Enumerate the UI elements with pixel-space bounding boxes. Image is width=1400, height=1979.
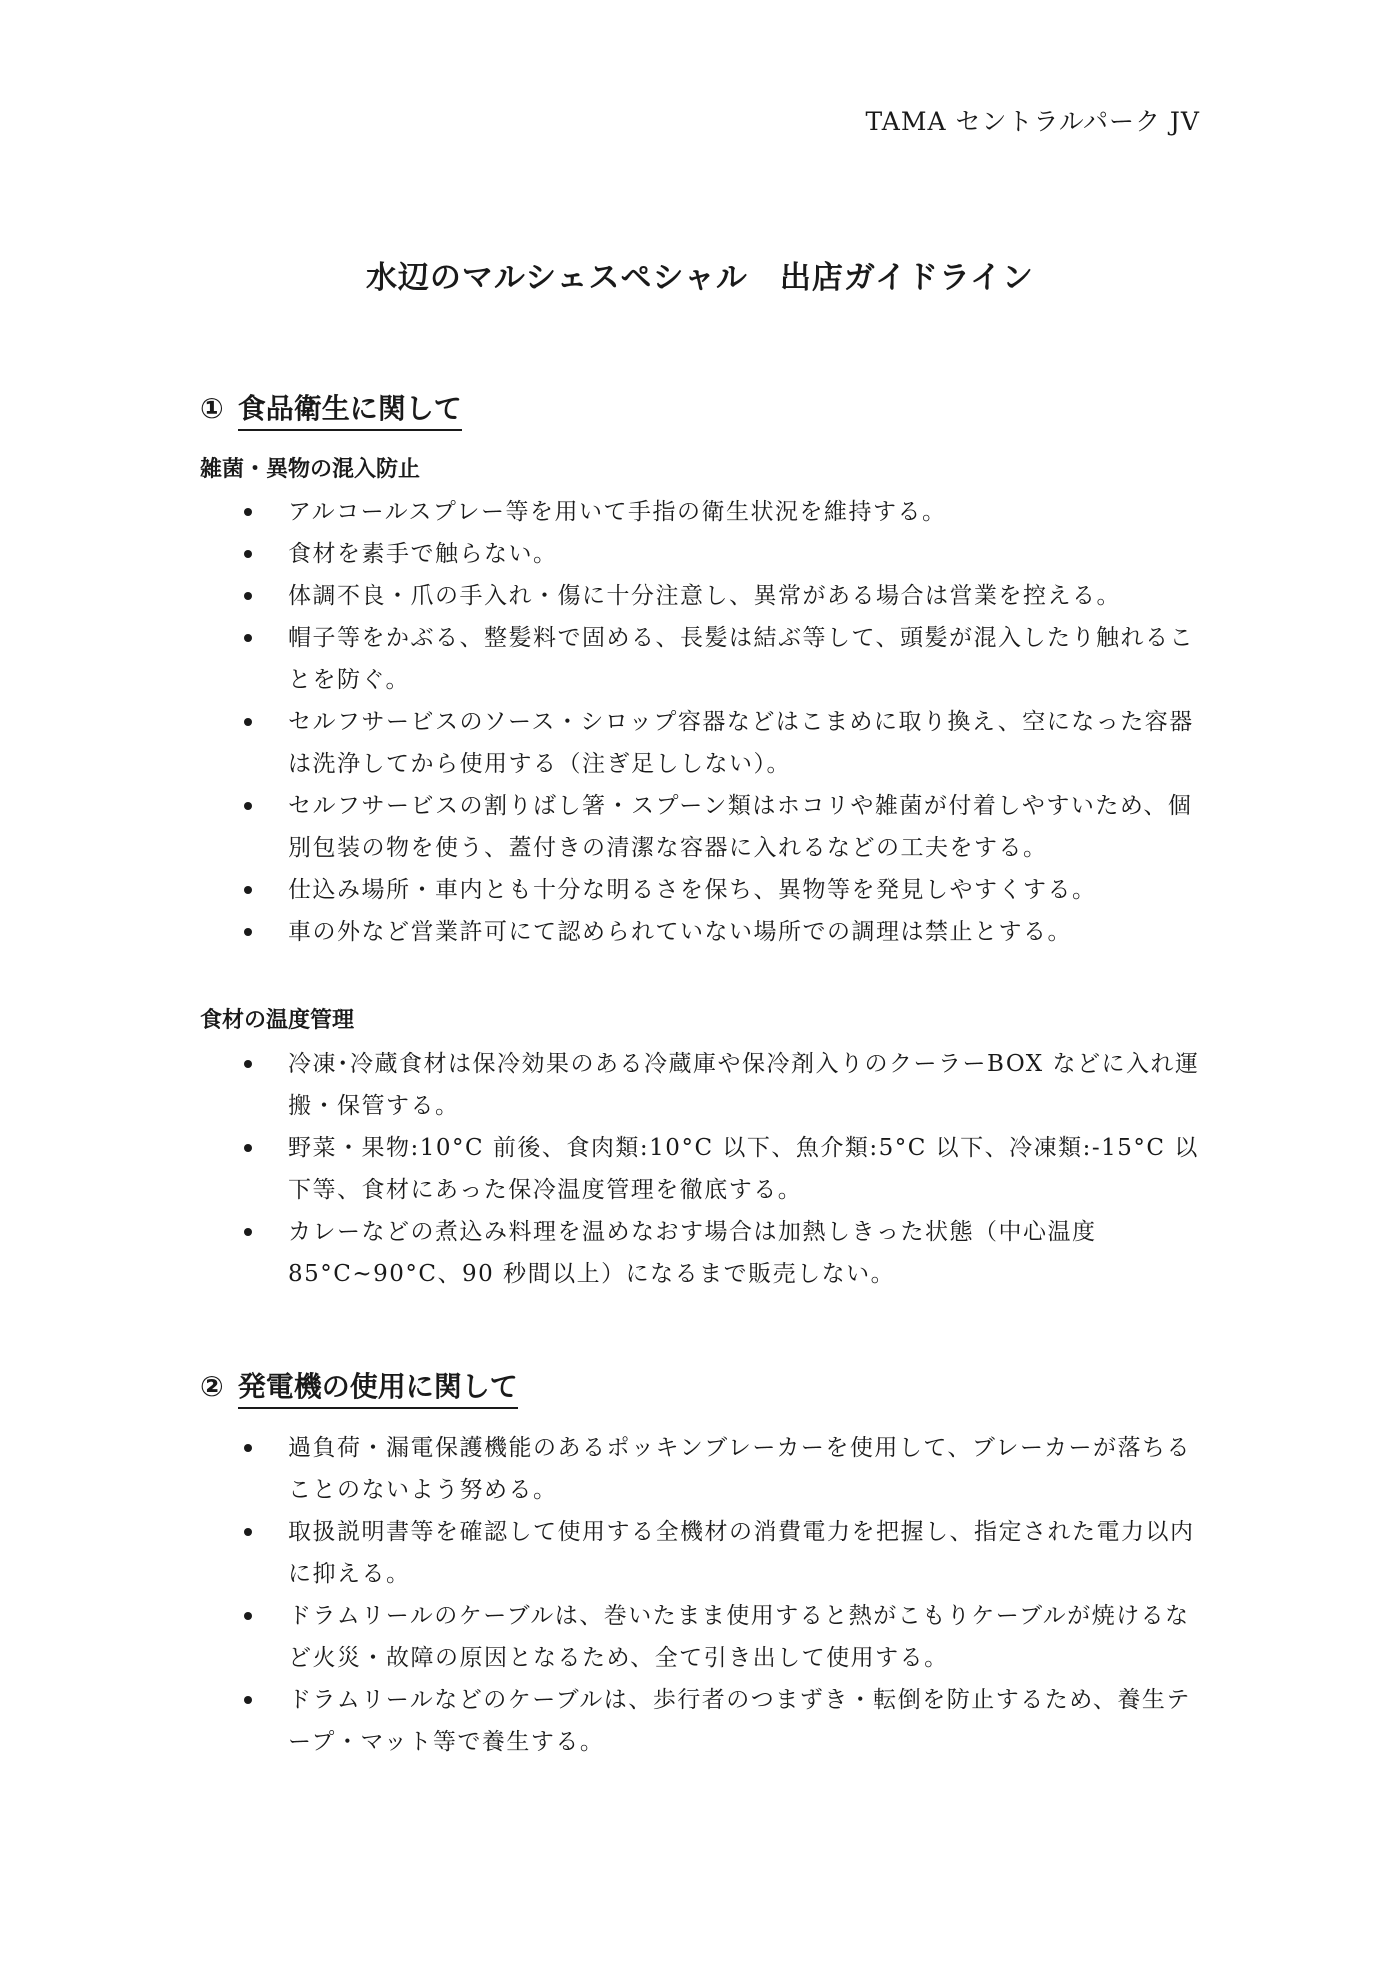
- section-heading-generator: [200, 1365, 518, 1405]
- list-item: 冷凍･冷蔵食材は保冷効果のある冷蔵庫や保冷剤入りのクーラーBOX などに入れ運搬・保管する。: [200, 1043, 1212, 1127]
- contamination-prevention-list: [200, 491, 1212, 953]
- bullet-icon: [244, 886, 252, 894]
- organization-name: TAMA セントラルパーク JV: [865, 107, 1200, 136]
- list-item: 仕込み場所・車内とも十分な明るさを保ち、異物等を発見しやすくする。: [200, 869, 1212, 911]
- bullet-icon: [244, 634, 252, 642]
- subheading-contamination-prevention: 雑菌・異物の混入防止: [200, 457, 421, 482]
- subheading-temperature-control: 食材の温度管理: [200, 1008, 355, 1033]
- list-item: 車の外など営業許可にて認められていない場所での調理は禁止とする。: [200, 911, 1212, 953]
- bullet-icon: [244, 508, 252, 516]
- list-item: カレーなどの煮込み料理を温めなおす場合は加熱しきった状態（中心温度85°C~90°C、90 秒間以上）になるまで販売しない。: [200, 1211, 1212, 1295]
- list-item: アルコールスプレー等を用いて手指の衛生状況を維持する。: [200, 491, 1212, 533]
- temperature-control-list: [200, 1043, 1212, 1295]
- bullet-icon: [244, 1144, 252, 1152]
- bullet-icon: [244, 718, 252, 726]
- section-number: ②: [200, 1370, 224, 1403]
- list-item: 食材を素手で触らない。: [200, 533, 1212, 575]
- list-item: 取扱説明書等を確認して使用する全機材の消費電力を把握し、指定された電力以内に抑える。: [200, 1511, 1212, 1595]
- list-item: ドラムリールなどのケーブルは、歩行者のつまずき・転倒を防止するため、養生テープ・マット等で養生する。: [200, 1679, 1212, 1763]
- section-heading-text: 食品衛生に関して: [238, 392, 462, 431]
- list-item: 体調不良・爪の手入れ・傷に十分注意し、異常がある場合は営業を控える。: [200, 575, 1212, 617]
- section-number: ①: [200, 392, 224, 425]
- bullet-icon: [244, 1612, 252, 1620]
- bullet-icon: [244, 550, 252, 558]
- list-item: セルフサービスの割りばし箸・スプーン類はホコリや雑菌が付着しやすいため、個別包装の物を使う、蓋付きの清潔な容器に入れるなどの工夫をする。: [200, 785, 1212, 869]
- bullet-icon: [244, 592, 252, 600]
- bullet-icon: [244, 1060, 252, 1068]
- bullet-icon: [244, 1228, 252, 1236]
- section-heading-food-hygiene: [200, 387, 462, 427]
- page-title: 水辺のマルシェスペシャル 出店ガイドライン: [365, 260, 1035, 296]
- bullet-icon: [244, 928, 252, 936]
- list-item: セルフサービスのソース・シロップ容器などはこまめに取り換え、空になった容器は洗浄してから使用する（注ぎ足ししない）。: [200, 701, 1212, 785]
- bullet-icon: [244, 1528, 252, 1536]
- list-item: 野菜・果物:10°C 前後、食肉類:10°C 以下、魚介類:5°C 以下、冷凍類:-15°C 以下等、食材にあった保冷温度管理を徹底する。: [200, 1127, 1212, 1211]
- bullet-icon: [244, 1696, 252, 1704]
- bullet-icon: [244, 802, 252, 810]
- generator-usage-list: [200, 1427, 1212, 1763]
- list-item: ドラムリールのケーブルは、巻いたまま使用すると熱がこもりケーブルが焼けるなど火災・故障の原因となるため、全て引き出して使用する。: [200, 1595, 1212, 1679]
- list-item: 過負荷・漏電保護機能のあるポッキンブレーカーを使用して、ブレーカーが落ちることのないよう努める。: [200, 1427, 1212, 1511]
- bullet-icon: [244, 1444, 252, 1452]
- list-item: 帽子等をかぶる、整髪料で固める、長髪は結ぶ等して、頭髪が混入したり触れることを防ぐ。: [200, 617, 1212, 701]
- section-heading-text: 発電機の使用に関して: [238, 1370, 518, 1409]
